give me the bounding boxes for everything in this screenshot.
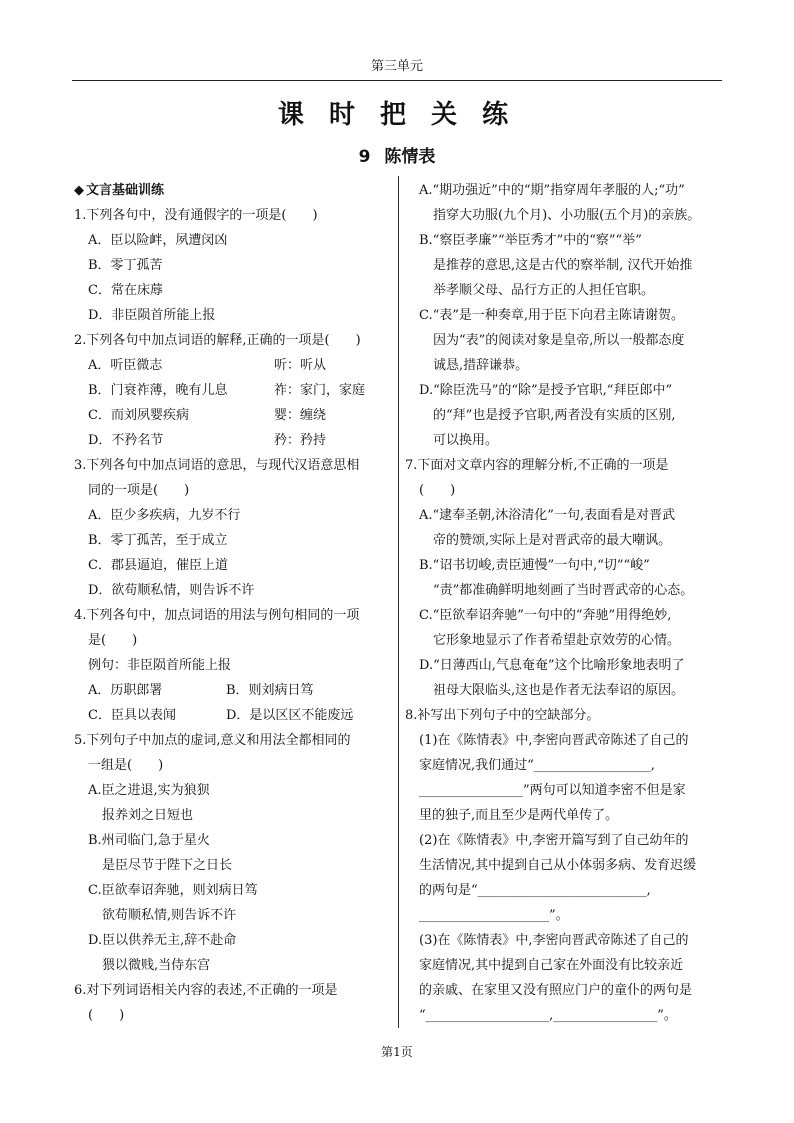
option-b: B．零丁孤苦	[88, 258, 163, 273]
option-d	[74, 428, 390, 453]
option-gloss: 婴：缠绕	[274, 408, 327, 423]
option-c-cont: 诚恳,措辞谦恭。	[433, 358, 529, 373]
diamond-icon: ◆	[74, 183, 84, 198]
right-column	[405, 178, 723, 1028]
section-heading	[74, 178, 390, 203]
question-stem: 7.下面对文章内容的理解分析,不正确的一项是	[405, 458, 669, 473]
subquestion-1: (1)在《陈情表》中,李密向晋武帝陈述了自己的	[419, 733, 689, 748]
question-1	[74, 203, 390, 328]
option-c-cont: 它形象地显示了作者希望赴京效劳的心情。	[433, 633, 681, 648]
option-c: C．常在床蓐	[88, 283, 163, 298]
page-title: 课 时 把 关 练	[277, 100, 517, 130]
option-b: B．则刘病日笃	[226, 683, 314, 698]
subquestion-3-cont: 家庭情况,其中提到自己家在外面没有比较亲近	[419, 958, 684, 973]
option-a-cont: 报养刘之日短也	[102, 808, 194, 823]
option-sentence: A．听臣微志	[88, 358, 163, 373]
option-gloss: 听：听从	[274, 358, 327, 373]
option-d: D.臣以供养无主,辞不赴命	[88, 933, 237, 948]
question-stem: 2.下列各句中加点词语的解释,正确的一项是( )	[74, 333, 361, 348]
subquestion-3-cont: 的亲戚、在家里又没有照应门户的童仆的两句是	[419, 983, 693, 998]
question-7	[405, 453, 723, 703]
option-a: A．历职郎署	[88, 683, 163, 698]
question-stem: 1.下列各句中，没有通假字的一项是( )	[74, 208, 318, 223]
option-d-cont: 祖母大限临头,这也是作者无法奉诏的原因。	[433, 683, 685, 698]
option-c: C．臣具以表闻	[88, 708, 176, 723]
question-stem: 5.下列句子中加点的虚词,意义和用法全都相同的	[74, 733, 351, 748]
option-b: B.州司临门,急于星火	[88, 833, 210, 848]
subquestion-2-cont: 的两句是“__________________________,	[419, 883, 651, 898]
option-a: A.“期功强近”中的“期”指穿周年孝服的人;“功”	[419, 183, 685, 198]
question-2	[74, 328, 390, 453]
option-gloss: 矜：矜持	[274, 433, 327, 448]
question-stem-cont: 是( )	[88, 633, 138, 648]
question-6-options	[405, 178, 723, 453]
option-b-cont: 举孝顺父母、品行方正的人担任官职。	[433, 283, 655, 298]
section-name: 文言基础训练	[86, 183, 165, 198]
option-c-cont: 因为“表”的阅读对象是皇帝,所以一般都态度	[433, 333, 685, 348]
option-b-cont: 是臣尽节于陛下之日长	[102, 858, 233, 873]
example-sentence: 例句：非臣陨首所能上报	[88, 658, 232, 673]
option-a: A.“逮奉圣朝,沐浴清化”一句,表面看是对晋武	[419, 508, 676, 523]
option-d-cont: 的“拜”也是授予官职,两者没有实质的区别,	[433, 408, 676, 423]
question-stem: 4.下列各句中，加点词语的用法与例句相同的一项	[74, 608, 360, 623]
option-d: D.“日薄西山,气息奄奄”这个比喻形象地表明了	[419, 658, 685, 673]
option-sentence: C．而刘夙婴疾病	[88, 408, 189, 423]
option-b-cont: “责”都准确鲜明地刻画了当时晋武帝的心态。	[433, 583, 694, 598]
subquestion-2-cont: ____________________”。	[419, 908, 569, 923]
subquestion-3-cont: “___________________,________________”。	[419, 1008, 677, 1023]
question-8	[405, 703, 723, 1028]
option-d-cont: 猥以微贱,当侍东宫	[102, 958, 211, 973]
left-column	[74, 178, 390, 1028]
option-c: C．郡县逼迫，催臣上道	[88, 558, 228, 573]
option-a-cont: 帝的赞颂,实际上是对晋武帝的最大嘲讽。	[433, 533, 672, 548]
option-d: D．非臣陨首所能上报	[88, 308, 216, 323]
option-b-cont: 是推荐的意思,这是古代的察举制, 汉代开始推	[433, 258, 693, 273]
question-stem-cont: ( )	[88, 1008, 125, 1023]
subquestion-3: (3)在《陈情表》中,李密向晋武帝陈述了自己的	[419, 933, 689, 948]
option-a: A．臣以险衅，夙遭闵凶	[88, 233, 228, 248]
option-d: D.“除臣洗马”的“除”是授予官职,“拜臣郎中”	[419, 383, 673, 398]
lesson-number: 9	[358, 147, 371, 167]
option-b: B.“察臣孝廉”“举臣秀才”中的“察”“举”	[419, 233, 642, 248]
question-stem: 8.补写出下列句子中的空缺部分。	[405, 708, 600, 723]
option-b	[74, 378, 390, 403]
option-b: B.“诏书切峻,责臣逋慢”一句中,“切”“峻”	[419, 558, 650, 573]
option-c: C.臣欲奉诏奔驰，则刘病日笃	[88, 883, 258, 898]
subquestion-1-cont: ________________”两句可以知道李密不但是家	[419, 783, 686, 798]
option-d: D．是以区区不能废远	[226, 708, 354, 723]
question-3	[74, 453, 390, 603]
header-rule	[72, 80, 722, 81]
question-4	[74, 603, 390, 728]
question-stem-cont: 一组是( )	[88, 758, 164, 773]
column-divider	[398, 176, 399, 1028]
option-gloss: 祚：家门，家庭	[274, 383, 366, 398]
question-stem: 6.对下列词语相关内容的表述,不正确的一项是	[74, 983, 338, 998]
option-c-cont: 欲苟顺私情,则告诉不许	[102, 908, 237, 923]
option-a: A．臣少多疾病，九岁不行	[88, 508, 241, 523]
option-d-cont: 可以换用。	[433, 433, 499, 448]
subquestion-2: (2)在《陈情表》中,李密开篇写到了自己幼年的	[419, 833, 689, 848]
subquestion-1-cont: 家庭情况,我们通过“__________________,	[419, 758, 655, 773]
option-c: C.“臣欲奉诏奔驰”一句中的“奔驰”用得绝妙,	[419, 608, 672, 623]
subquestion-1-cont: 里的独子,而且至少是两代单传了。	[419, 808, 619, 823]
options-row-ab	[74, 678, 390, 703]
option-sentence: B．门衰祚薄，晚有儿息	[88, 383, 228, 398]
page-number: 第1页	[381, 1045, 413, 1059]
question-5	[74, 728, 390, 978]
option-a: A.臣之进退,实为狼狈	[88, 783, 210, 798]
option-c: C.“表”是一种奏章,用于臣下向君主陈请谢贺。	[419, 308, 685, 323]
running-header: 第三单元	[370, 59, 423, 74]
option-a-cont: 指穿大功服(九个月)、小功服(五个月)的亲族。	[433, 208, 701, 223]
question-stem-cont: ( )	[419, 483, 456, 498]
question-stem: 3.下列各句中加点词语的意思，与现代汉语意思相	[74, 458, 360, 473]
option-d: D．欲苟顺私情，则告诉不许	[88, 583, 255, 598]
option-c	[74, 403, 390, 428]
question-6	[74, 978, 390, 1028]
lesson-title	[0, 145, 794, 169]
subquestion-2-cont: 生活情况,其中提到自己从小体弱多病、发育迟缓	[419, 858, 697, 873]
lesson-name: 陈情表	[384, 147, 436, 167]
option-sentence: D．不矜名节	[88, 433, 164, 448]
options-row-cd	[74, 703, 390, 728]
option-a	[74, 353, 390, 378]
question-stem-cont: 同的一项是( )	[88, 483, 190, 498]
option-b: B．零丁孤苦，至于成立	[88, 533, 228, 548]
